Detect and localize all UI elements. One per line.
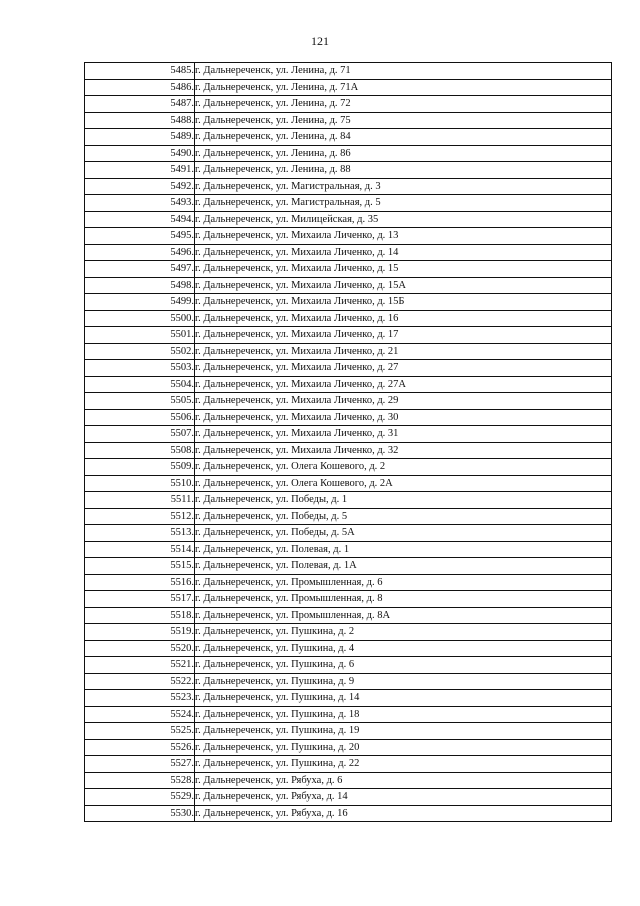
table-row <box>85 96 612 113</box>
row-number: 5487. <box>85 96 195 113</box>
table-row <box>85 393 612 410</box>
address-table <box>84 62 612 822</box>
row-number: 5510. <box>85 475 195 492</box>
row-address: г. Дальнереченск, ул. Михаила Личенко, д. 21 <box>195 343 612 360</box>
row-address: г. Дальнереченск, ул. Магистральная, д. 3 <box>195 178 612 195</box>
row-address: г. Дальнереченск, ул. Ленина, д. 72 <box>195 96 612 113</box>
table-row <box>85 789 612 806</box>
table-row <box>85 178 612 195</box>
table-row <box>85 228 612 245</box>
table-row <box>85 640 612 657</box>
row-number: 5500. <box>85 310 195 327</box>
row-number: 5523. <box>85 690 195 707</box>
table-row <box>85 409 612 426</box>
row-address: г. Дальнереченск, ул. Михаила Личенко, д. 15А <box>195 277 612 294</box>
row-number: 5486. <box>85 79 195 96</box>
table-row <box>85 277 612 294</box>
row-address: г. Дальнереченск, ул. Михаила Личенко, д. 27 <box>195 360 612 377</box>
table-row <box>85 723 612 740</box>
table-row <box>85 244 612 261</box>
row-address: г. Дальнереченск, ул. Промышленная, д. 8 <box>195 591 612 608</box>
table-row <box>85 162 612 179</box>
table-row <box>85 360 612 377</box>
row-address: г. Дальнереченск, ул. Пушкина, д. 6 <box>195 657 612 674</box>
row-address: г. Дальнереченск, ул. Ленина, д. 71А <box>195 79 612 96</box>
row-address: г. Дальнереченск, ул. Промышленная, д. 8А <box>195 607 612 624</box>
row-number: 5503. <box>85 360 195 377</box>
row-number: 5505. <box>85 393 195 410</box>
table-row <box>85 690 612 707</box>
row-address: г. Дальнереченск, ул. Ленина, д. 86 <box>195 145 612 162</box>
row-number: 5493. <box>85 195 195 212</box>
row-number: 5519. <box>85 624 195 641</box>
row-number: 5514. <box>85 541 195 558</box>
row-address: г. Дальнереченск, ул. Полевая, д. 1 <box>195 541 612 558</box>
row-number: 5485. <box>85 63 195 80</box>
row-number: 5530. <box>85 805 195 822</box>
table-row <box>85 706 612 723</box>
row-address: г. Дальнереченск, ул. Рябуха, д. 14 <box>195 789 612 806</box>
table-row <box>85 541 612 558</box>
row-address: г. Дальнереченск, ул. Михаила Личенко, д. 13 <box>195 228 612 245</box>
row-address: г. Дальнереченск, ул. Магистральная, д. 5 <box>195 195 612 212</box>
row-number: 5525. <box>85 723 195 740</box>
table-row <box>85 508 612 525</box>
table-row <box>85 772 612 789</box>
row-number: 5517. <box>85 591 195 608</box>
table-row <box>85 426 612 443</box>
row-address: г. Дальнереченск, ул. Победы, д. 5 <box>195 508 612 525</box>
row-address: г. Дальнереченск, ул. Победы, д. 5А <box>195 525 612 542</box>
row-number: 5490. <box>85 145 195 162</box>
row-address: г. Дальнереченск, ул. Михаила Личенко, д. 15Б <box>195 294 612 311</box>
row-address: г. Дальнереченск, ул. Пушкина, д. 22 <box>195 756 612 773</box>
row-number: 5515. <box>85 558 195 575</box>
row-address: г. Дальнереченск, ул. Рябуха, д. 6 <box>195 772 612 789</box>
table-row <box>85 739 612 756</box>
row-number: 5494. <box>85 211 195 228</box>
table-row <box>85 624 612 641</box>
table-row <box>85 574 612 591</box>
row-number: 5518. <box>85 607 195 624</box>
row-address: г. Дальнереченск, ул. Михаила Личенко, д. 29 <box>195 393 612 410</box>
row-number: 5522. <box>85 673 195 690</box>
address-table-body <box>85 63 612 822</box>
row-number: 5507. <box>85 426 195 443</box>
row-address: г. Дальнереченск, ул. Победы, д. 1 <box>195 492 612 509</box>
table-row <box>85 310 612 327</box>
table-row <box>85 673 612 690</box>
row-address: г. Дальнереченск, ул. Пушкина, д. 9 <box>195 673 612 690</box>
row-address: г. Дальнереченск, ул. Пушкина, д. 20 <box>195 739 612 756</box>
row-address: г. Дальнереченск, ул. Олега Кошевого, д. 2 <box>195 459 612 476</box>
row-number: 5491. <box>85 162 195 179</box>
row-number: 5528. <box>85 772 195 789</box>
row-address: г. Дальнереченск, ул. Ленина, д. 88 <box>195 162 612 179</box>
row-address: г. Дальнереченск, ул. Ленина, д. 71 <box>195 63 612 80</box>
row-number: 5520. <box>85 640 195 657</box>
row-address: г. Дальнереченск, ул. Рябуха, д. 16 <box>195 805 612 822</box>
row-number: 5488. <box>85 112 195 129</box>
row-address: г. Дальнереченск, ул. Михаила Личенко, д. 15 <box>195 261 612 278</box>
table-row <box>85 591 612 608</box>
table-row <box>85 492 612 509</box>
row-number: 5499. <box>85 294 195 311</box>
row-number: 5521. <box>85 657 195 674</box>
row-number: 5512. <box>85 508 195 525</box>
table-row <box>85 657 612 674</box>
page-number: 121 <box>311 34 329 48</box>
table-row <box>85 376 612 393</box>
row-number: 5492. <box>85 178 195 195</box>
table-row <box>85 195 612 212</box>
row-address: г. Дальнереченск, ул. Промышленная, д. 6 <box>195 574 612 591</box>
table-row <box>85 805 612 822</box>
row-address: г. Дальнереченск, ул. Пушкина, д. 2 <box>195 624 612 641</box>
row-number: 5504. <box>85 376 195 393</box>
row-address: г. Дальнереченск, ул. Михаила Личенко, д. 27А <box>195 376 612 393</box>
row-address: г. Дальнереченск, ул. Милицейская, д. 35 <box>195 211 612 228</box>
row-address: г. Дальнереченск, ул. Михаила Личенко, д. 31 <box>195 426 612 443</box>
table-row <box>85 145 612 162</box>
table-row <box>85 475 612 492</box>
table-row <box>85 558 612 575</box>
row-number: 5501. <box>85 327 195 344</box>
table-row <box>85 112 612 129</box>
row-address: г. Дальнереченск, ул. Олега Кошевого, д. 2А <box>195 475 612 492</box>
row-address: г. Дальнереченск, ул. Ленина, д. 75 <box>195 112 612 129</box>
row-number: 5516. <box>85 574 195 591</box>
row-number: 5529. <box>85 789 195 806</box>
table-row <box>85 294 612 311</box>
table-row <box>85 756 612 773</box>
row-number: 5509. <box>85 459 195 476</box>
table-row <box>85 261 612 278</box>
row-number: 5526. <box>85 739 195 756</box>
row-address: г. Дальнереченск, ул. Михаила Личенко, д. 14 <box>195 244 612 261</box>
table-row <box>85 63 612 80</box>
table-row <box>85 442 612 459</box>
row-number: 5527. <box>85 756 195 773</box>
row-number: 5497. <box>85 261 195 278</box>
table-row <box>85 525 612 542</box>
row-address: г. Дальнереченск, ул. Михаила Личенко, д. 30 <box>195 409 612 426</box>
table-row <box>85 327 612 344</box>
row-number: 5511. <box>85 492 195 509</box>
row-address: г. Дальнереченск, ул. Михаила Личенко, д. 17 <box>195 327 612 344</box>
row-number: 5495. <box>85 228 195 245</box>
row-address: г. Дальнереченск, ул. Пушкина, д. 14 <box>195 690 612 707</box>
table-row <box>85 607 612 624</box>
row-number: 5508. <box>85 442 195 459</box>
row-number: 5524. <box>85 706 195 723</box>
row-number: 5513. <box>85 525 195 542</box>
row-address: г. Дальнереченск, ул. Ленина, д. 84 <box>195 129 612 146</box>
table-row <box>85 459 612 476</box>
row-number: 5498. <box>85 277 195 294</box>
row-address: г. Дальнереченск, ул. Пушкина, д. 4 <box>195 640 612 657</box>
row-address: г. Дальнереченск, ул. Михаила Личенко, д. 16 <box>195 310 612 327</box>
row-address: г. Дальнереченск, ул. Михаила Личенко, д. 32 <box>195 442 612 459</box>
row-address: г. Дальнереченск, ул. Полевая, д. 1А <box>195 558 612 575</box>
table-row <box>85 211 612 228</box>
row-address: г. Дальнереченск, ул. Пушкина, д. 19 <box>195 723 612 740</box>
row-number: 5496. <box>85 244 195 261</box>
table-row <box>85 129 612 146</box>
table-row <box>85 343 612 360</box>
row-address: г. Дальнереченск, ул. Пушкина, д. 18 <box>195 706 612 723</box>
row-number: 5506. <box>85 409 195 426</box>
row-number: 5489. <box>85 129 195 146</box>
table-row <box>85 79 612 96</box>
row-number: 5502. <box>85 343 195 360</box>
